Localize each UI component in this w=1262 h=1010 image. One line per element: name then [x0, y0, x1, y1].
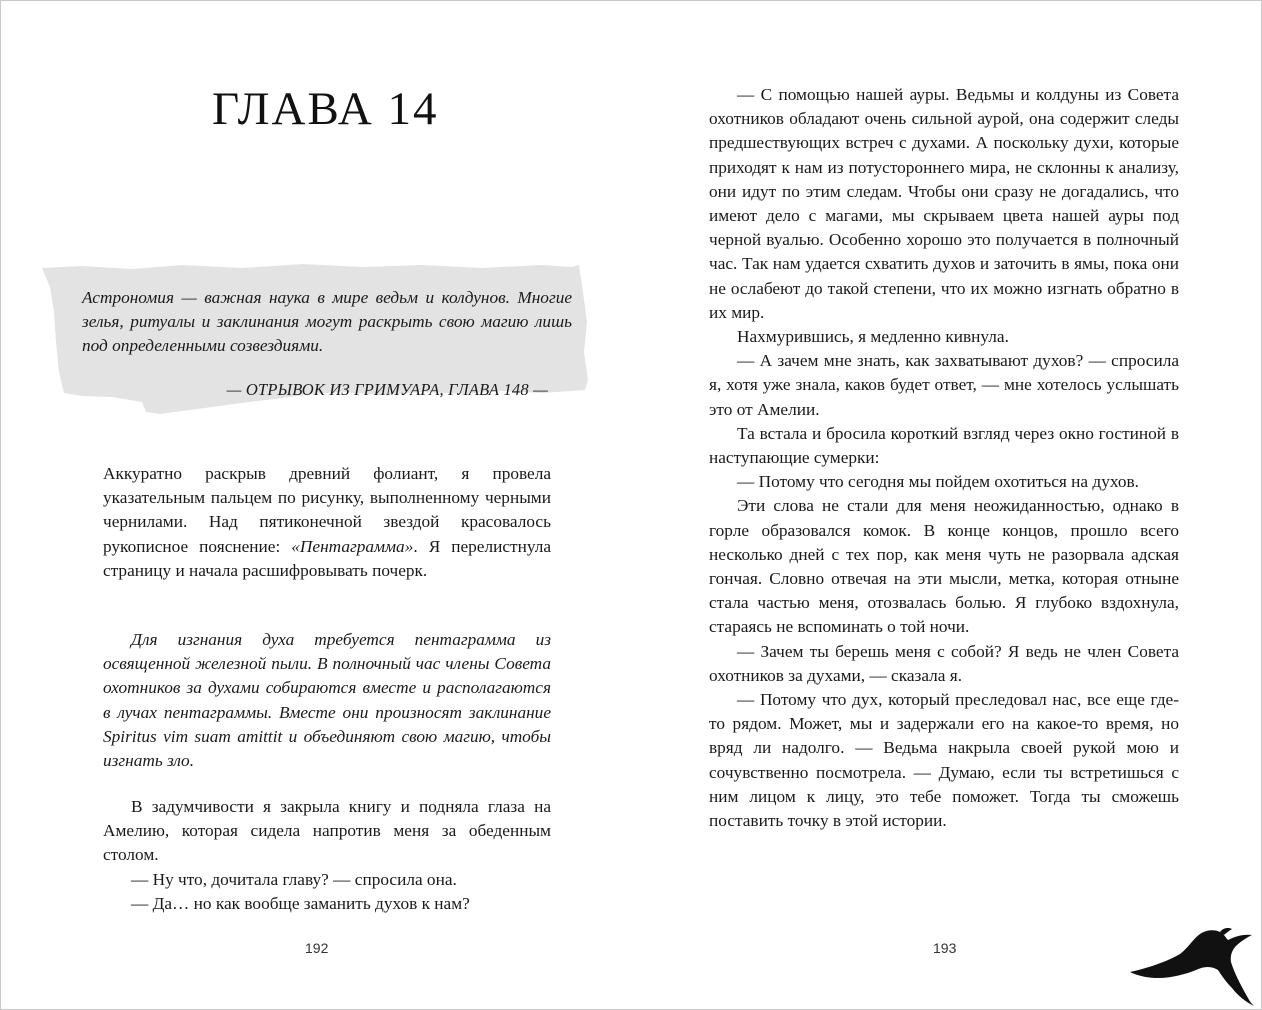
pentagram-caption: «Пентаграмма»: [291, 536, 414, 556]
right-paragraph-5: — Потому что сегодня мы пойдем охотиться на духов.: [737, 472, 1139, 492]
right-paragraph-4: Та встала и бросила короткий взгляд через окно гостиной в наступающие сумерки:: [709, 423, 1179, 468]
right-page: [631, 0, 1262, 1010]
para1-text-start: Аккуратно раскрыв древний фолиант, я провела указательным пальцем по рисунку, выполненному черными чернилами. Над пятиконечной звездой красовалось рукописное пояснение:: [103, 464, 551, 556]
grimoire-excerpt-text: Для изгнания духа требуется пентаграмма из освященной железной пыли. В полночный час члены Совета охотников за духами собираются вместе и располагаются в лучах пентаграммы. Вместе они произносят заклинание Spiritus vim suam amittit и объединяют свою магию, чтобы изгнать зло.: [103, 630, 551, 771]
chapter-title: ГЛАВА 14: [212, 83, 439, 135]
page-number-right: 193: [933, 940, 957, 956]
epigraph-source: — ОТРЫВОК ИЗ ГРИМУАРА, ГЛАВА 148 —: [226, 380, 548, 399]
right-paragraph-6: Эти слова не стали для меня неожиданностью, однако в горле образовался комок. В конце концов, прошло всего несколько дней с тех пор, как меня чуть не разорвала адская гончая. Словно отвечая на эти мысли, метка, которая отныне стала частью меня, отозвалась болью. Я глубоко вздохнула, стараясь не вспоминать о той ночи.: [709, 496, 1179, 637]
left-paragraph-5: — Да… но как вообще заманить духов к нам?: [131, 893, 470, 913]
page-number-left: 192: [305, 940, 329, 956]
grimoire-excerpt: [103, 628, 551, 773]
right-paragraph-1: — С помощью нашей ауры. Ведьмы и колдуны из Совета охотников обладают очень сильной аурой, она содержит следы предшествующих встреч с духами. А поскольку духи, которые приходят к нам из потустороннего мира, не склонны к анализу, они идут по этим следам. Чтобы они сразу не догадались, что имеют дело с магами, мы скрываем цвета нашей ауры под черной вуалью. Особенно хорошо это получается в полночный час. Так нам удается схватить духов и заточить в ямы, пока они не ослабеют до такой степени, что их можно изгнать обратно в их мир.: [709, 85, 1179, 322]
left-paragraph-4: — Ну что, дочитала главу? — спросила она.: [131, 869, 457, 889]
para1-text-end: . Я перелистнула страницу и начала расшифровывать почерк.: [103, 536, 551, 580]
right-paragraph-2: Нахмурившись, я медленно кивнула.: [737, 327, 1009, 347]
left-dialogue-block: [103, 795, 551, 916]
raven-icon: [1128, 926, 1258, 1006]
epigraph-text: Астрономия — важная наука в мире ведьм и колдунов. Многие зелья, ритуалы и заклинания могут раскрыть свою магию лишь под определенными созвездиями.: [82, 288, 572, 355]
epigraph-block: [42, 262, 590, 418]
right-text-column: [709, 83, 1179, 833]
right-paragraph-7: — Зачем ты берешь меня с собой? Я ведь не член Совета охотников за духами, — сказала я.: [709, 641, 1179, 685]
left-paragraph-3: В задумчивости я закрыла книгу и подняла глаза на Амелию, которая сидела напротив меня за обеденным столом.: [103, 797, 551, 865]
left-paragraph-1: [103, 462, 551, 583]
right-paragraph-8: — Потому что дух, который преследовал нас, все еще где-то рядом. Может, мы и задержали его на какое-то время, но вряд ли надолго. — Ведьма накрыла своей рукой мою и сочувственно посмотрела. — Думаю, если ты встретишься с ним лицом к лицу, это тебе поможет. Тогда ты сможешь поставить точку в этой истории.: [709, 690, 1179, 831]
right-paragraph-3: — А зачем мне знать, как захватывают духов? — спросила я, хотя уже знала, каков будет ответ, — мне хотелось услышать это от Амелии.: [709, 351, 1179, 419]
